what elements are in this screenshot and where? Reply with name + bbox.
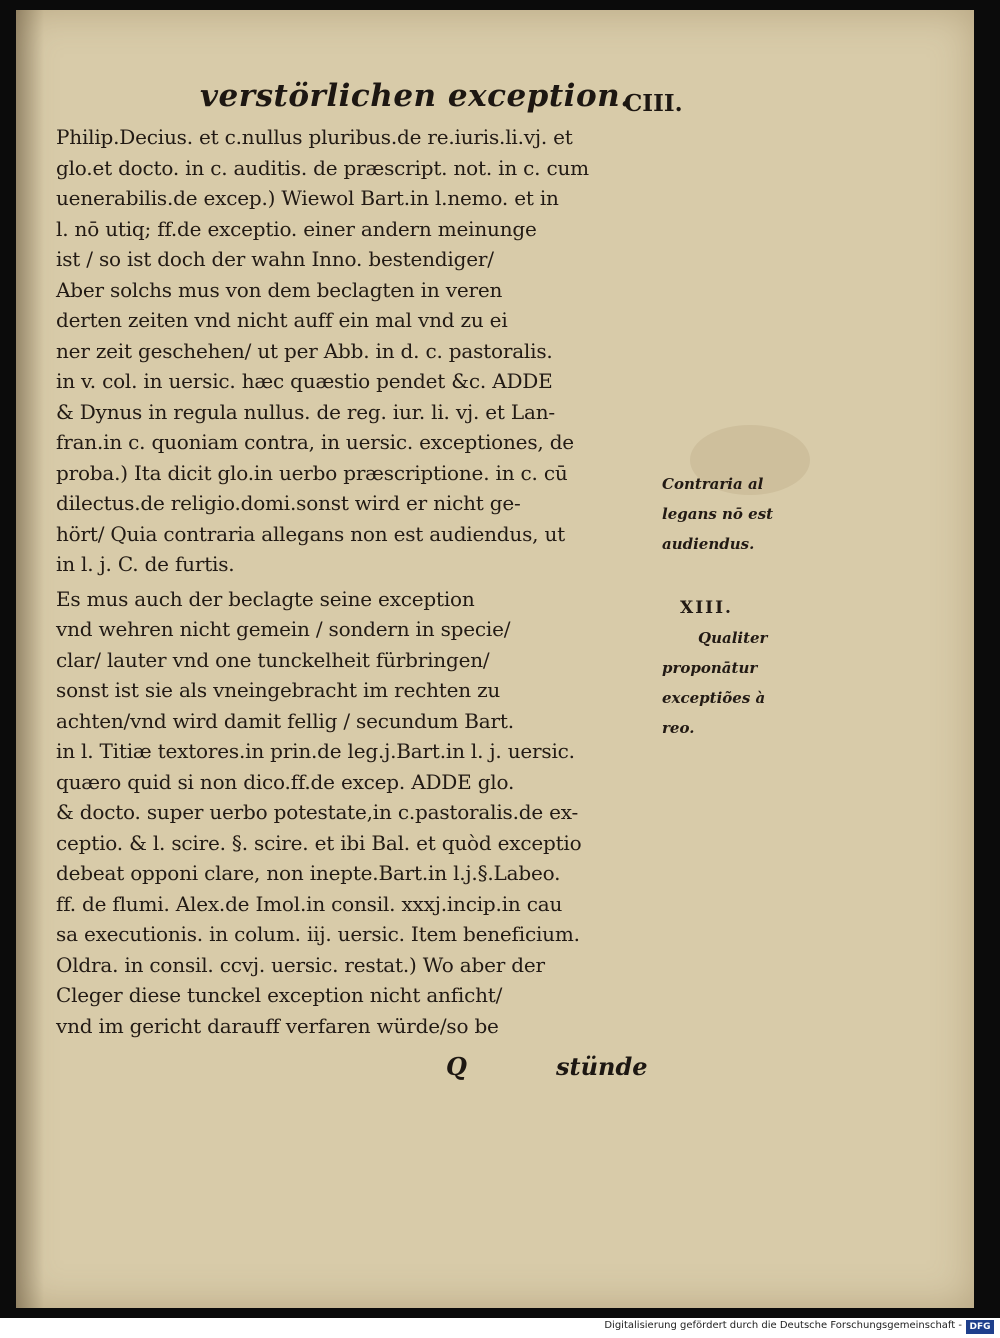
running-head: verstörlichen exception. bbox=[200, 78, 632, 114]
text-line: achten/vnd wird damit fellig / secundum Bart. bbox=[56, 708, 514, 733]
text-line: ner zeit geschehen/ ut per Abb. in d. c. pastoralis. bbox=[56, 338, 553, 363]
marginal-note: reo. bbox=[662, 719, 695, 737]
text-line: proba.) Ita dicit glo.in uerbo præscriptione. in c. cū bbox=[56, 460, 568, 485]
text-line: vnd im gericht darauff verfaren würde/so be bbox=[56, 1013, 499, 1038]
text-line: in l. Titiæ textores.in prin.de leg.j.Bart.in l. j. uersic. bbox=[56, 739, 575, 763]
text-line: Oldra. in consil. ccvj. uersic. restat.) Wo aber der bbox=[56, 952, 545, 977]
text-line: in v. col. in uersic. hæc quæstio pendet &c. ADDE bbox=[56, 369, 553, 393]
text-line: l. nō utiq; ff.de exceptio. einer andern meinunge bbox=[56, 216, 537, 241]
text-line: debeat opponi clare, non inepte.Bart.in l.j.§.Labeo. bbox=[56, 861, 561, 885]
text-line: sonst ist sie als vneingebracht im rechten zu bbox=[56, 678, 501, 702]
signature-mark: Q bbox=[446, 1052, 467, 1081]
text-line: ceptio. & l. scire. §. scire. et ibi Bal. et quòd exceptio bbox=[56, 830, 582, 855]
text-line: glo.et docto. in c. auditis. de præscript. not. in c. cum bbox=[56, 155, 589, 180]
catchword: stünde bbox=[556, 1052, 648, 1081]
text-line: sa executionis. in colum. iij. uersic. Item beneficium. bbox=[56, 922, 580, 946]
text-line: fran.in c. quoniam contra, in uersic. exceptiones, de bbox=[56, 430, 574, 454]
marginal-note: proponātur bbox=[662, 659, 758, 677]
text-line: in l. j. C. de furtis. bbox=[56, 552, 235, 576]
text-line: clar/ lauter vnd one tunckelheit fürbringen/ bbox=[56, 647, 490, 672]
text-line: uenerabilis.de excep.) Wiewol Bart.in l.nemo. et in bbox=[56, 186, 559, 210]
marginal-note: Contraria al bbox=[662, 475, 764, 493]
marginal-note: audiendus. bbox=[662, 535, 755, 553]
text-line: vnd wehren nicht gemein / sondern in specie/ bbox=[56, 617, 511, 641]
gutter-shadow bbox=[16, 10, 44, 1308]
text-line: ist / so ist doch der wahn Inno. bestendiger/ bbox=[56, 247, 494, 271]
text-line: Cleger diese tunckel exception nicht anficht/ bbox=[56, 983, 503, 1007]
text-line: Philip.Decius. et c.nullus pluribus.de re.iuris.li.vj. et bbox=[56, 125, 573, 149]
section-number: XIII. bbox=[680, 598, 733, 618]
text-line: ff. de flumi. Alex.de Imol.in consil. xxxj.incip.in cau bbox=[56, 891, 563, 916]
text-line: & Dynus in regula nullus. de reg. iur. li. vj. et Lan- bbox=[56, 399, 555, 424]
paragraph-start-line: Es mus auch der beclagte seine exception bbox=[56, 586, 475, 611]
text-line: derten zeiten vnd nicht auff ein mal vnd zu ei bbox=[56, 308, 508, 332]
digitization-credit: Digitalisierung gefördert durch die Deutsche Forschungsgemeinschaft - bbox=[604, 1320, 962, 1331]
dfg-logo: DFG bbox=[966, 1320, 994, 1334]
text-line: dilectus.de religio.domi.sonst wird er nicht ge- bbox=[56, 491, 521, 515]
text-line: hört/ Quia contraria allegans non est audiendus, ut bbox=[56, 521, 565, 546]
marginal-note: Qualiter bbox=[698, 629, 768, 647]
main-text-block bbox=[56, 122, 676, 1041]
folio-number: CIII. bbox=[624, 90, 683, 117]
marginal-note: exceptiões à bbox=[662, 689, 766, 707]
marginal-note: legans nō est bbox=[662, 505, 774, 523]
text-line: Aber solchs mus von dem beclagten in veren bbox=[56, 277, 503, 302]
text-line: quæro quid si non dico.ff.de excep. ADDE glo. bbox=[56, 769, 515, 794]
text-line: & docto. super uerbo potestate,in c.pastoralis.de ex- bbox=[56, 800, 579, 824]
